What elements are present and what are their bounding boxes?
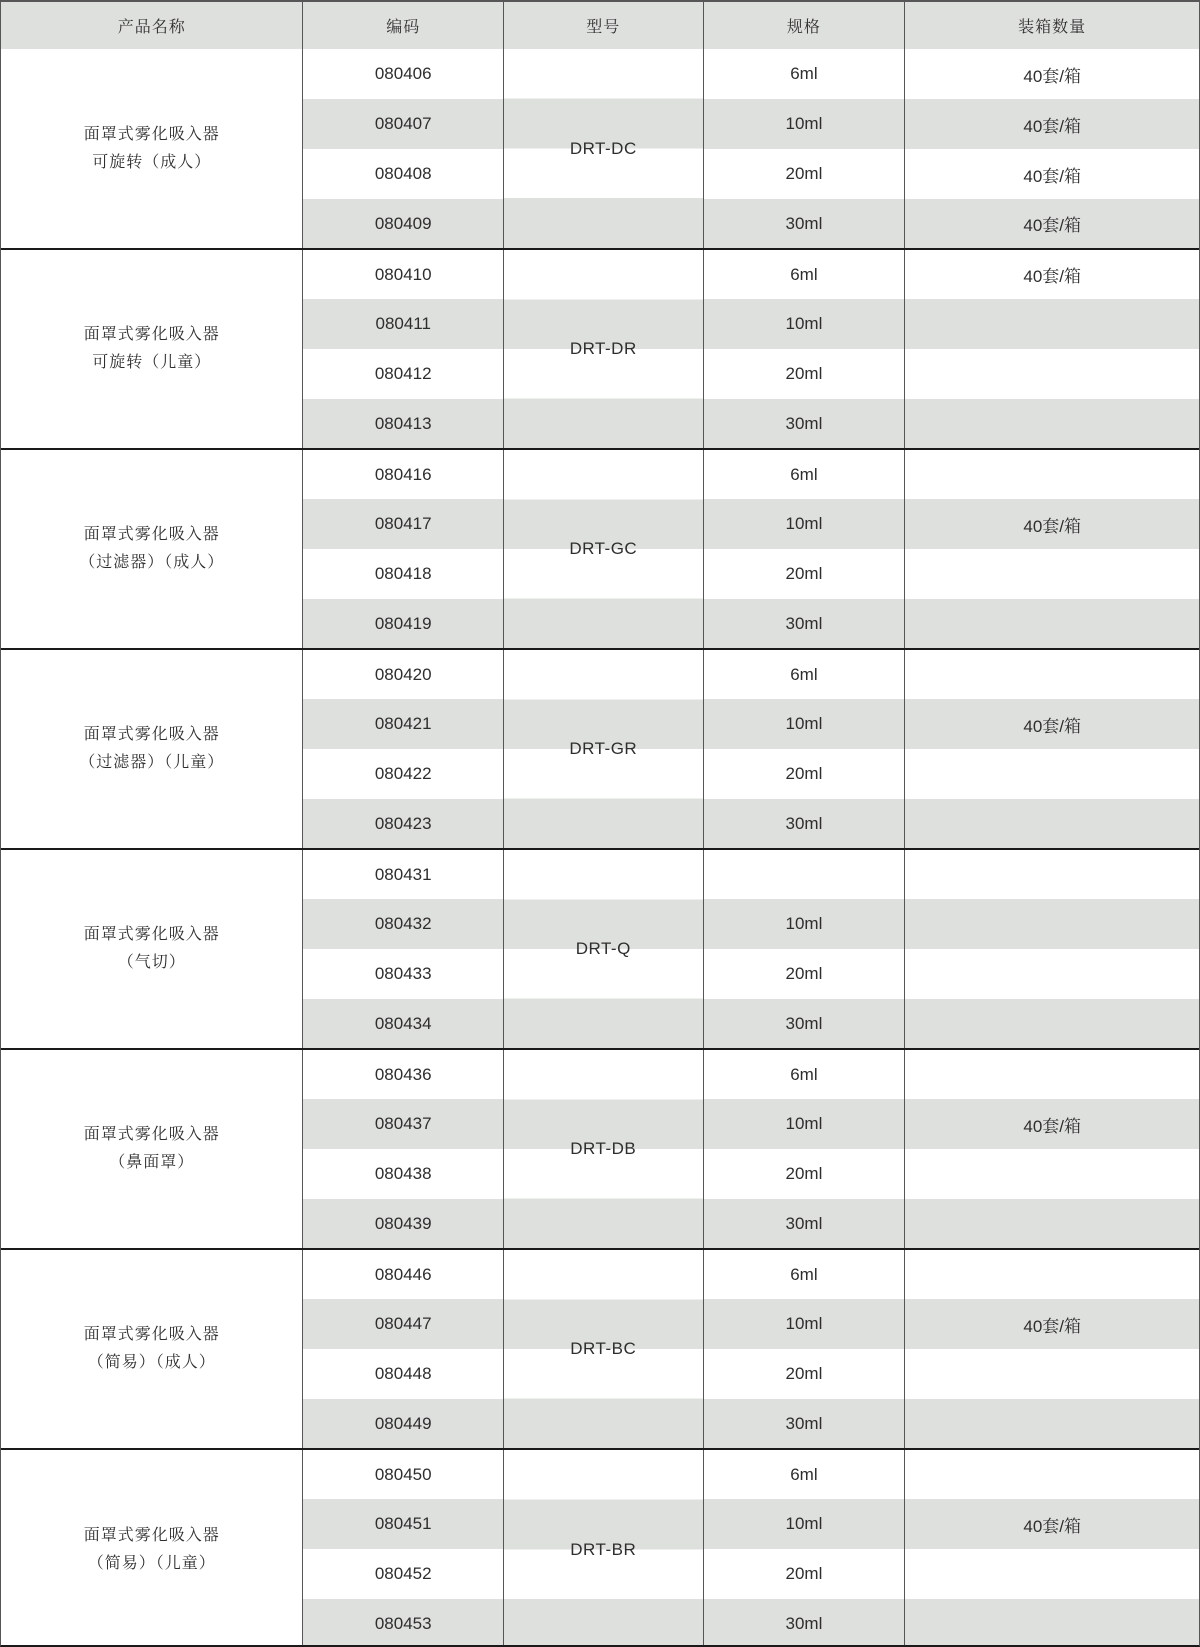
product-name-line: 面罩式雾化吸入器 [83,1326,220,1343]
pack-qty-cell [905,1199,1199,1249]
model-cell: DRT-Q [504,849,703,1049]
product-name-line: 面罩式雾化吸入器 [83,1526,220,1544]
table-row [1,649,1199,699]
product-name-cell [1,449,303,649]
table-row [1,449,1199,499]
product-name-cell [1,49,303,249]
spec-cell: 20ml [703,1349,905,1399]
pack-qty-cell [905,1149,1199,1199]
header-product-name: 产品名称 [1,2,303,49]
spec-cell: 10ml [703,899,905,949]
spec-cell: 6ml [703,1449,905,1499]
code-cell: 080452 [303,1549,504,1599]
spec-cell: 30ml [703,1399,905,1449]
product-name-line: （鼻面罩） [109,1154,195,1171]
product-name-line: 面罩式雾化吸入器 [83,726,220,743]
pack-qty-cell: 40套/箱 [905,1099,1199,1149]
product-name-line: 可旋转（儿童） [92,354,212,371]
spec-cell: 20ml [703,349,905,399]
pack-qty-cell: 40套/箱 [1023,267,1081,286]
spec-cell: 20ml [703,749,905,799]
code-cell: 080451 [303,1499,504,1549]
spec-cell: 10ml [703,1499,905,1549]
code-cell: 080446 [303,1249,504,1299]
code-cell: 080417 [303,499,504,549]
spec-cell: 20ml [703,549,905,599]
pack-qty-cell [905,599,1199,649]
table-row [1,1049,1199,1099]
spec-cell: 30ml [703,199,905,249]
spec-cell: 30ml [703,999,905,1049]
spec-cell: 10ml [703,699,905,749]
code-cell: 080410 [303,249,504,299]
code-cell: 080422 [303,749,504,799]
product-name-cell [1,649,303,849]
spec-cell: 20ml [703,949,905,999]
pack-qty-cell: 40套/箱 [905,1299,1199,1349]
spec-cell: 20ml [703,1149,905,1199]
table-row [1,249,1199,299]
spec-cell: 10ml [703,1299,905,1349]
spec-cell: 10ml [703,299,905,349]
product-group [1,1249,1199,1449]
product-group [1,249,1199,449]
code-cell: 080418 [303,549,504,599]
spec-cell: 10ml [703,99,905,149]
product-table [1,2,1199,1647]
pack-qty-cell: 40套/箱 [1023,166,1081,186]
header-model: 型号 [504,2,703,49]
header-pack-qty: 装箱数量 [905,2,1199,49]
spec-cell: 6ml [703,649,905,699]
model-cell: DRT-GC [504,449,703,649]
pack-qty-cell: 40套/箱 [905,699,1199,749]
product-name-line: 可旋转（成人） [92,153,212,171]
product-name-line: 面罩式雾化吸入器 [83,926,220,943]
product-name-cell [1,849,303,1049]
spec-cell: 6ml [703,1049,905,1099]
spec-cell: 6ml [703,249,905,299]
code-cell: 080449 [303,1399,504,1449]
pack-qty-cell: 40套/箱 [1023,66,1081,86]
spec-cell: 30ml [703,1199,905,1249]
pack-qty-cell [905,749,1199,799]
code-cell: 080434 [303,999,504,1049]
table-row [1,49,1199,99]
code-cell: 080407 [303,99,504,149]
code-cell: 080447 [303,1299,504,1349]
pack-qty-cell [905,549,1199,599]
pack-qty-cell [905,1349,1199,1399]
product-name-line: 面罩式雾化吸入器 [83,1126,220,1143]
code-cell: 080436 [303,1049,504,1099]
pack-qty-cell [905,1449,1199,1499]
product-name-line: 面罩式雾化吸入器 [83,326,220,343]
model-cell: DRT-DR [504,249,703,449]
code-cell: 080439 [303,1199,504,1249]
model-cell: DRT-GR [504,649,703,849]
spec-cell: 30ml [703,599,905,649]
header-spec: 规格 [703,2,905,49]
spec-cell: 30ml [703,399,905,449]
product-name-line: （气切） [117,954,186,971]
pack-qty-cell [905,649,1199,699]
code-cell: 080448 [303,1349,504,1399]
pack-qty-cell [905,299,1199,349]
pack-qty-cell [905,949,1199,999]
model-cell: DRT-BC [504,1249,703,1449]
product-group [1,449,1199,649]
table-row [1,1249,1199,1299]
code-cell: 080409 [303,199,504,249]
code-cell: 080450 [303,1449,504,1499]
spec-cell [703,849,905,899]
code-cell: 080431 [303,849,504,899]
model-cell: DRT-DC [504,49,703,249]
pack-qty-cell [905,999,1199,1049]
table-row [1,1449,1199,1499]
code-cell: 080423 [303,799,504,849]
product-name-cell [1,1449,303,1647]
pack-qty-cell [905,349,1199,399]
code-cell: 080416 [303,449,504,499]
spec-cell: 6ml [703,449,905,499]
code-cell: 080438 [303,1149,504,1199]
product-name-line: 面罩式雾化吸入器 [83,526,220,543]
code-cell: 080413 [303,399,504,449]
spec-cell: 6ml [703,1249,905,1299]
product-group [1,1449,1199,1647]
pack-qty-cell [905,399,1199,449]
pack-qty-cell [905,1249,1199,1299]
code-cell: 080453 [303,1599,504,1647]
code-cell: 080433 [303,949,504,999]
pack-qty-cell [905,1399,1199,1449]
pack-qty-cell [905,449,1199,499]
table-header [1,2,1199,49]
product-name-line: （简易）（成人） [87,1354,216,1371]
pack-qty-cell: 40套/箱 [905,199,1199,249]
product-name-line: （过滤器）（儿童） [79,754,225,771]
code-cell: 080421 [303,699,504,749]
code-cell: 080408 [303,149,504,199]
product-name-line: （简易）（儿童） [87,1554,216,1572]
header-row [1,2,1199,49]
product-name-cell [1,1049,303,1249]
code-cell: 080419 [303,599,504,649]
pack-qty-cell: 40套/箱 [905,499,1199,549]
pack-qty-cell [905,799,1199,849]
code-cell: 080420 [303,649,504,699]
pack-qty-cell: 40套/箱 [905,99,1199,149]
product-group [1,49,1199,249]
code-cell: 080412 [303,349,504,399]
product-group [1,1049,1199,1249]
product-name-cell [1,249,303,449]
pack-qty-cell [905,849,1199,899]
product-group [1,649,1199,849]
spec-cell: 10ml [703,499,905,549]
pack-qty-cell: 40套/箱 [905,1499,1199,1549]
spec-cell: 10ml [703,1099,905,1149]
spec-cell: 20ml [703,149,905,199]
pack-qty-cell [905,899,1199,949]
product-group [1,849,1199,1049]
pack-qty-cell [905,1599,1199,1647]
header-code: 编码 [303,2,504,49]
product-name-line: 面罩式雾化吸入器 [83,125,220,143]
spec-cell: 30ml [703,1599,905,1647]
spec-cell: 6ml [703,49,905,99]
model-cell: DRT-DB [504,1049,703,1249]
code-cell: 080437 [303,1099,504,1149]
code-cell: 080432 [303,899,504,949]
table-row [1,849,1199,899]
pack-qty-cell [905,1049,1199,1099]
product-name-cell [1,1249,303,1449]
pack-qty-cell [905,1549,1199,1599]
spec-cell: 20ml [703,1549,905,1599]
code-cell: 080411 [303,299,504,349]
model-cell: DRT-BR [504,1449,703,1647]
spec-cell: 30ml [703,799,905,849]
product-name-line: （过滤器）（成人） [79,554,225,571]
code-cell: 080406 [303,49,504,99]
